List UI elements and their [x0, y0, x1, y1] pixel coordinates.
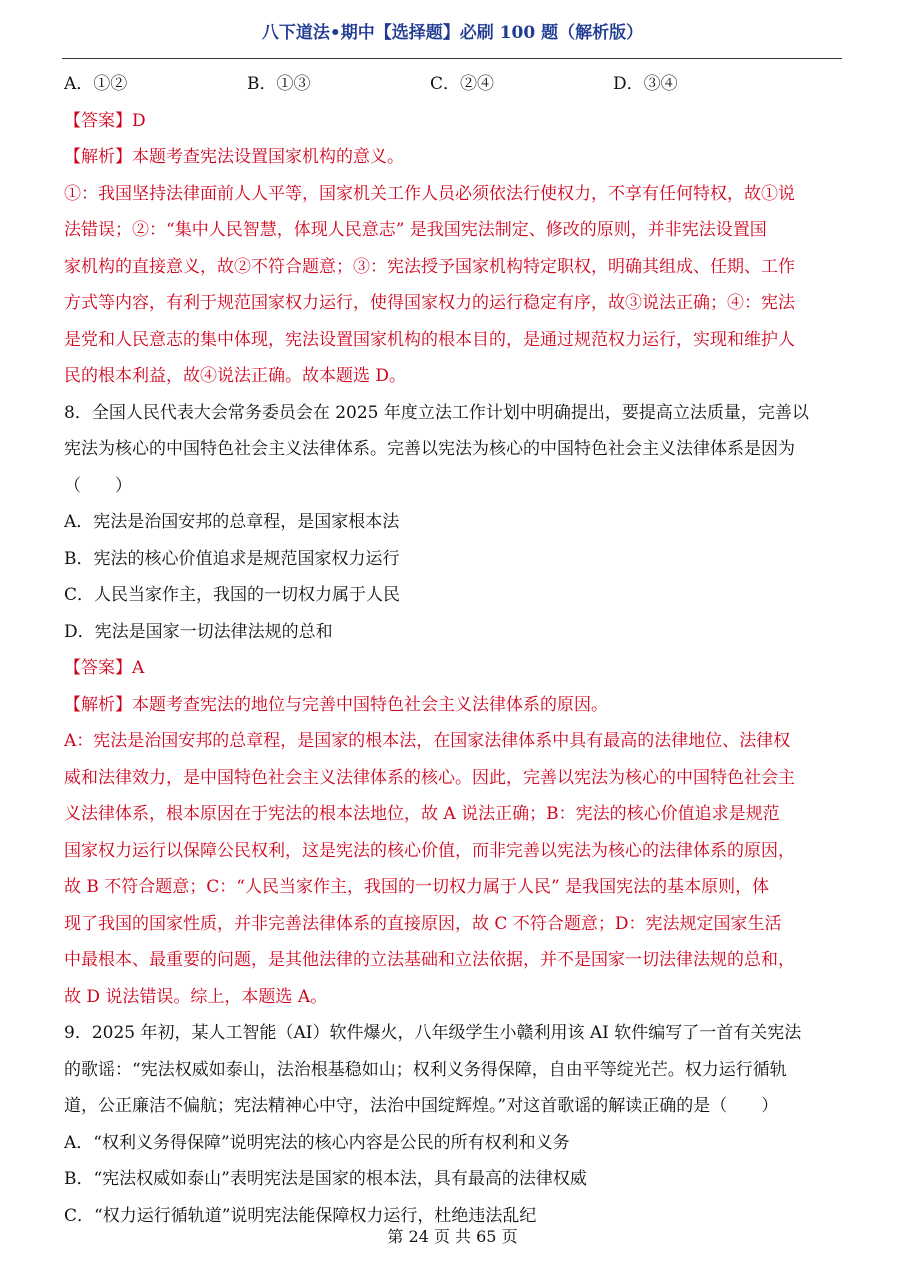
- q7-analysis-line: 民的根本利益，故④说法正确。故本题选 D。: [64, 366, 407, 386]
- q8-analysis-line: 义法律体系，根本原因在于宪法的根本法地位，故 A 说法正确；B：宪法的核心价值追求是规范: [64, 804, 780, 824]
- document-body: [64, 66, 842, 1234]
- q8-analysis-line: 故 B 不符合题意；C：“人民当家作主，我国的一切权力属于人民” 是我国宪法的基本原则，体: [64, 877, 770, 897]
- page-number: 第 24 页 共 65 页: [387, 1227, 518, 1246]
- q8-stem-line: 宪法为核心的中国特色社会主义法律体系。完善以宪法为核心的中国特色社会主义法律体系是因为: [64, 439, 795, 459]
- q7-analysis-line: 是党和人民意志的集中体现，宪法设置国家机构的根本目的，是通过规范权力运行，实现和维护人: [64, 329, 795, 350]
- q8-stem-line: （ ）: [64, 475, 132, 496]
- q7-analysis-line: 法错误；②：“集中人民智慧，体现人民意志” 是我国宪法制定、修改的原则，并非宪法设置国: [64, 220, 767, 240]
- q9-option-a: A．“权利义务得保障”说明宪法的核心内容是公民的所有权利和义务: [64, 1132, 570, 1153]
- q8-analysis-line: 中最根本、最重要的问题，是其他法律的立法基础和立法依据，并不是国家一切法律法规的总和，: [64, 950, 795, 970]
- header-divider: [62, 58, 842, 59]
- q7-analysis-title: 【解析】本题考查宪法设置国家机构的意义。: [64, 147, 404, 167]
- q9-stem-line: 9．2025 年初，某人工智能（AI）软件爆火，八年级学生小赣利用该 AI 软件编写了一首有关宪法: [64, 1023, 802, 1043]
- q8-option-b: B．宪法的核心价值追求是规范国家权力运行: [64, 548, 400, 569]
- q8-analysis-line: 威和法律效力，是中国特色社会主义法律体系的核心。因此，完善以宪法为核心的中国特色社会主: [64, 767, 795, 788]
- page-header-title: 八下道法•期中【选择题】必刷 100 题（解析版）: [261, 23, 644, 43]
- q8-analysis-title: 【解析】本题考查宪法的地位与完善中国特色社会主义法律体系的原因。: [64, 694, 608, 715]
- q9-stem-line: 的歌谣：“宪法权威如泰山，法治根基稳如山；权利义务得保障，自由平等绽光芒。权力运行循轨: [64, 1059, 787, 1080]
- q8-analysis-line: 国家权力运行以保障公民权利，这是宪法的核心价值，而非完善以宪法为核心的法律体系的原因，: [64, 840, 795, 861]
- q7-analysis-line: 方式等内容，有利于规范国家权力运行，使得国家权力的运行稳定有序，故③说法正确；④：宪法: [64, 293, 795, 313]
- q7-option-c: C．②④: [430, 74, 495, 94]
- q7-analysis-line: ①：我国坚持法律面前人人平等，国家机关工作人员必须依法行使权力，不享有任何特权，故①说: [64, 183, 795, 204]
- q8-option-d: D．宪法是国家一切法律法规的总和: [64, 621, 333, 642]
- q7-option-a: A．①②: [64, 74, 128, 94]
- q9-option-c: C．“权力运行循轨道”说明宪法能保障权力运行，杜绝违法乱纪: [64, 1205, 537, 1226]
- q8-stem-line: 8．全国人民代表大会常务委员会在 2025 年度立法工作计划中明确提出，要提高立法质量，完善以: [64, 402, 809, 423]
- q8-option-c: C．人民当家作主，我国的一切权力属于人民: [64, 585, 401, 605]
- q8-option-a: A．宪法是治国安邦的总章程，是国家根本法: [64, 512, 400, 532]
- q7-options: [64, 66, 842, 103]
- q9-stem-line: 道，公正廉洁不偏航；宪法精神心中守，法治中国绽辉煌。”对这首歌谣的解读正确的是（ ）: [64, 1096, 779, 1116]
- q7-option-d: D．③④: [613, 74, 678, 94]
- q8-analysis-line: 故 D 说法错误。综上，本题选 A。: [64, 986, 328, 1007]
- q7-answer: 【答案】D: [64, 110, 146, 131]
- q7-option-b: B．①③: [247, 74, 311, 94]
- q8-analysis-line: A：宪法是治国安邦的总章程，是国家的根本法，在国家法律体系中具有最高的法律地位、法律权: [64, 731, 791, 751]
- q9-option-b: B．“宪法权威如泰山”表明宪法是国家的根本法，具有最高的法律权威: [64, 1169, 587, 1189]
- q7-analysis-line: 家机构的直接意义，故②不符合题意；③：宪法授予国家机构特定职权，明确其组成、任期、工作: [64, 256, 795, 277]
- q8-answer: 【答案】A: [64, 658, 145, 678]
- q8-analysis-line: 现了我国的国家性质，并非完善法律体系的直接原因，故 C 不符合题意；D：宪法规定国家生活: [64, 913, 782, 934]
